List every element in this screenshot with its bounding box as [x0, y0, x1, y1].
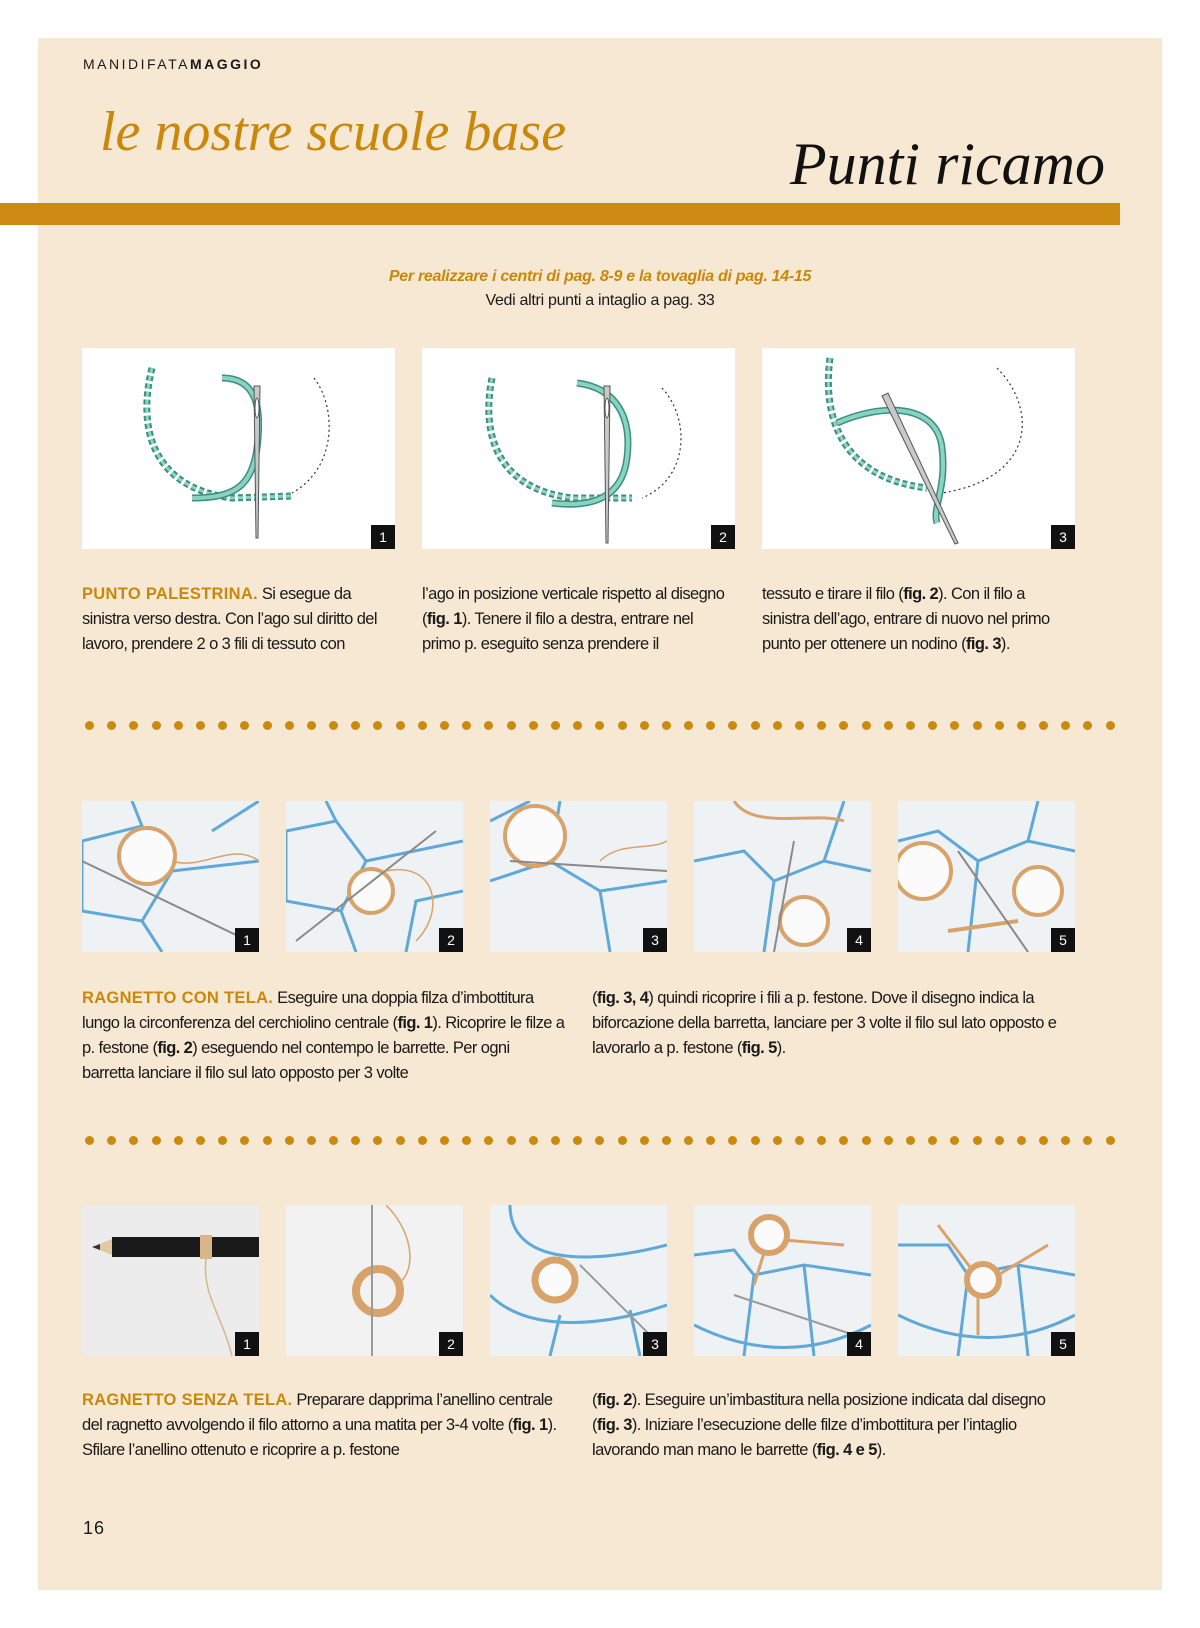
separator-dot	[995, 721, 1004, 730]
figure-number: 2	[439, 1332, 463, 1356]
figure-number: 1	[371, 525, 395, 549]
separator-dot	[418, 1136, 427, 1145]
separator-dot	[462, 1136, 471, 1145]
figure-number: 3	[643, 928, 667, 952]
separator-dot	[973, 721, 982, 730]
separator-dot	[440, 1136, 449, 1145]
separator-dot	[129, 1136, 138, 1145]
embroidery-photo-icon	[898, 1205, 1075, 1356]
ragnetto-senza-tela-photo-4	[694, 1205, 871, 1356]
separator-dot	[396, 721, 405, 730]
embroidery-photo-icon	[898, 801, 1075, 952]
dotted-separator	[85, 1134, 1115, 1146]
separator-dot	[1106, 1136, 1115, 1145]
palestrina-figure-3	[762, 348, 1075, 549]
pencil-photo-icon	[82, 1205, 259, 1356]
separator-dot	[950, 721, 959, 730]
needle-diagram-icon	[422, 348, 735, 549]
separator-dot	[529, 1136, 538, 1145]
embroidery-photo-icon	[694, 1205, 871, 1356]
separator-dot	[285, 1136, 294, 1145]
magazine-header: MANIDIFATAMAGGIO	[83, 56, 264, 72]
separator-dot	[329, 721, 338, 730]
separator-dot	[174, 1136, 183, 1145]
separator-dot	[285, 721, 294, 730]
separator-dot	[152, 1136, 161, 1145]
subtitle-see-also: Vedi altri punti a intaglio a pag. 33	[485, 292, 715, 309]
separator-dot	[440, 721, 449, 730]
figure-number: 1	[235, 1332, 259, 1356]
separator-dot	[728, 721, 737, 730]
section-title: le nostre scuole base	[100, 101, 567, 163]
separator-dot	[884, 1136, 893, 1145]
separator-dot	[263, 1136, 272, 1145]
separator-dot	[706, 721, 715, 730]
needle-diagram-icon	[82, 348, 395, 549]
separator-dot	[507, 721, 516, 730]
separator-dot	[218, 1136, 227, 1145]
separator-dot	[862, 1136, 871, 1145]
ragnetto-con-tela-photo-3	[490, 801, 667, 952]
main-title: Punti ricamo	[790, 131, 1105, 197]
title-band	[0, 203, 1120, 225]
figure-number: 3	[643, 1332, 667, 1356]
separator-dot	[595, 721, 604, 730]
separator-dot	[595, 1136, 604, 1145]
separator-dot	[884, 721, 893, 730]
separator-dot	[307, 721, 316, 730]
separator-dot	[684, 721, 693, 730]
figure-number: 1	[235, 928, 259, 952]
separator-dot	[973, 1136, 982, 1145]
separator-dot	[1039, 1136, 1048, 1145]
separator-dot	[174, 721, 183, 730]
separator-dot	[862, 721, 871, 730]
separator-dot	[529, 721, 538, 730]
separator-dot	[618, 1136, 627, 1145]
separator-dot	[795, 1136, 804, 1145]
separator-dot	[396, 1136, 405, 1145]
separator-dot	[152, 721, 161, 730]
ragnetto-senza-tela-text-col-1: RAGNETTO SENZA TELA. Preparare dapprima l’anellino centrale del ragnetto avvolgendo il filo attorno a una matita per 3-4 volte (fig. 1). Sfilare l’anellino ottenuto e ricoprire a p. festone	[82, 1391, 557, 1459]
palestrina-text-col-3: tessuto e tirare il filo (fig. 2). Con il filo a sinistra dell’ago, entrare di nuovo nel primo punto per ottenere un nodino (fig. 3).	[762, 585, 1050, 653]
separator-dot	[551, 1136, 560, 1145]
separator-dot	[351, 1136, 360, 1145]
figure-number: 4	[847, 1332, 871, 1356]
separator-dot	[906, 1136, 915, 1145]
separator-dot	[817, 721, 826, 730]
separator-dot	[85, 1136, 94, 1145]
separator-dot	[373, 1136, 382, 1145]
separator-dot	[462, 721, 471, 730]
palestrina-figure-2	[422, 348, 735, 549]
figure-number: 3	[1051, 525, 1075, 549]
separator-dot	[484, 721, 493, 730]
separator-dot	[618, 721, 627, 730]
separator-dot	[329, 1136, 338, 1145]
separator-dot	[196, 721, 205, 730]
separator-dot	[240, 721, 249, 730]
figure-number: 2	[711, 525, 735, 549]
separator-dot	[684, 1136, 693, 1145]
separator-dot	[1061, 721, 1070, 730]
ragnetto-senza-tela-photo-5	[898, 1205, 1075, 1356]
embroidery-photo-icon	[490, 801, 667, 952]
separator-dot	[773, 1136, 782, 1145]
separator-dot	[1083, 1136, 1092, 1145]
separator-dot	[817, 1136, 826, 1145]
separator-dot	[1017, 721, 1026, 730]
palestrina-figure-1	[82, 348, 395, 549]
needle-diagram-icon	[762, 348, 1075, 549]
separator-dot	[773, 721, 782, 730]
embroidery-photo-icon	[694, 801, 871, 952]
separator-dot	[107, 721, 116, 730]
separator-dot	[662, 1136, 671, 1145]
separator-dot	[751, 721, 760, 730]
separator-dot	[839, 721, 848, 730]
separator-dot	[928, 1136, 937, 1145]
ragnetto-con-tela-photo-5	[898, 801, 1075, 952]
separator-dot	[751, 1136, 760, 1145]
ragnetto-con-tela-photo-1	[82, 801, 259, 952]
separator-dot	[1083, 721, 1092, 730]
separator-dot	[1061, 1136, 1070, 1145]
ragnetto-senza-tela-photo-2	[286, 1205, 463, 1356]
embroidery-photo-icon	[286, 801, 463, 952]
separator-dot	[728, 1136, 737, 1145]
separator-dot	[1017, 1136, 1026, 1145]
embroidery-photo-icon	[490, 1205, 667, 1356]
ragnetto-senza-tela-photo-1	[82, 1205, 259, 1356]
figure-number: 2	[439, 928, 463, 952]
separator-dot	[196, 1136, 205, 1145]
separator-dot	[795, 721, 804, 730]
figure-number: 4	[847, 928, 871, 952]
separator-dot	[351, 721, 360, 730]
embroidery-photo-icon	[82, 801, 259, 952]
separator-dot	[928, 721, 937, 730]
ring-photo-icon	[286, 1205, 463, 1356]
palestrina-text-col-2: l’ago in posizione verticale rispetto al disegno (fig. 1). Tenere il filo a destra, entrare nel primo p. eseguito senza prendere il	[422, 585, 725, 653]
ragnetto-con-tela-text-col-2: (fig. 3, 4) quindi ricoprire i fili a p. festone. Dove il disegno indica la biforcazione della barretta, lanciare per 3 volte il filo sul lato opposto e lavorarlo a p. festone (fig. 5).	[592, 989, 1057, 1057]
separator-dot	[950, 1136, 959, 1145]
separator-dot	[507, 1136, 516, 1145]
separator-dot	[573, 721, 582, 730]
ragnetto-con-tela-photo-4	[694, 801, 871, 952]
separator-dot	[85, 721, 94, 730]
ragnetto-senza-tela-text-col-2: (fig. 2). Eseguire un’imbastitura nella posizione indicata dal disegno (fig. 3). Iniziare l’esecuzione delle filze d’imbottitura per l’intaglio lavorando man mano le barrette (fig. 4 e 5).	[592, 1391, 1046, 1459]
palestrina-text-col-1: PUNTO PALESTRINA. Si esegue da sinistra verso destra. Con l’ago sul diritto del lavoro, prendere 2 o 3 fili di tessuto con	[82, 585, 377, 653]
separator-dot	[418, 721, 427, 730]
separator-dot	[551, 721, 560, 730]
ragnetto-senza-tela-photo-3	[490, 1205, 667, 1356]
separator-dot	[662, 721, 671, 730]
separator-dot	[573, 1136, 582, 1145]
separator-dot	[107, 1136, 116, 1145]
separator-dot	[906, 721, 915, 730]
separator-dot	[839, 1136, 848, 1145]
separator-dot	[129, 721, 138, 730]
ragnetto-con-tela-photo-2	[286, 801, 463, 952]
separator-dot	[263, 721, 272, 730]
ragnetto-con-tela-text-col-1: RAGNETTO CON TELA. Eseguire una doppia filza d’imbottitura lungo la circonferenza del cerchiolino centrale (fig. 1). Ricoprire le filze a p. festone (fig. 2) eseguendo nel contempo le barrette. Per ogni barretta lanciare il filo sul lato opposto per 3 volte	[82, 989, 565, 1082]
separator-dot	[373, 721, 382, 730]
subtitle-reference: Per realizzare i centri di pag. 8-9 e la tovaglia di pag. 14-15	[388, 268, 812, 285]
separator-dot	[640, 1136, 649, 1145]
page-number: 16	[83, 1518, 106, 1538]
separator-dot	[1106, 721, 1115, 730]
separator-dot	[1039, 721, 1048, 730]
dotted-separator	[85, 719, 1115, 731]
separator-dot	[307, 1136, 316, 1145]
separator-dot	[640, 721, 649, 730]
separator-dot	[240, 1136, 249, 1145]
separator-dot	[484, 1136, 493, 1145]
separator-dot	[706, 1136, 715, 1145]
separator-dot	[218, 721, 227, 730]
figure-number: 5	[1051, 928, 1075, 952]
figure-number: 5	[1051, 1332, 1075, 1356]
separator-dot	[995, 1136, 1004, 1145]
